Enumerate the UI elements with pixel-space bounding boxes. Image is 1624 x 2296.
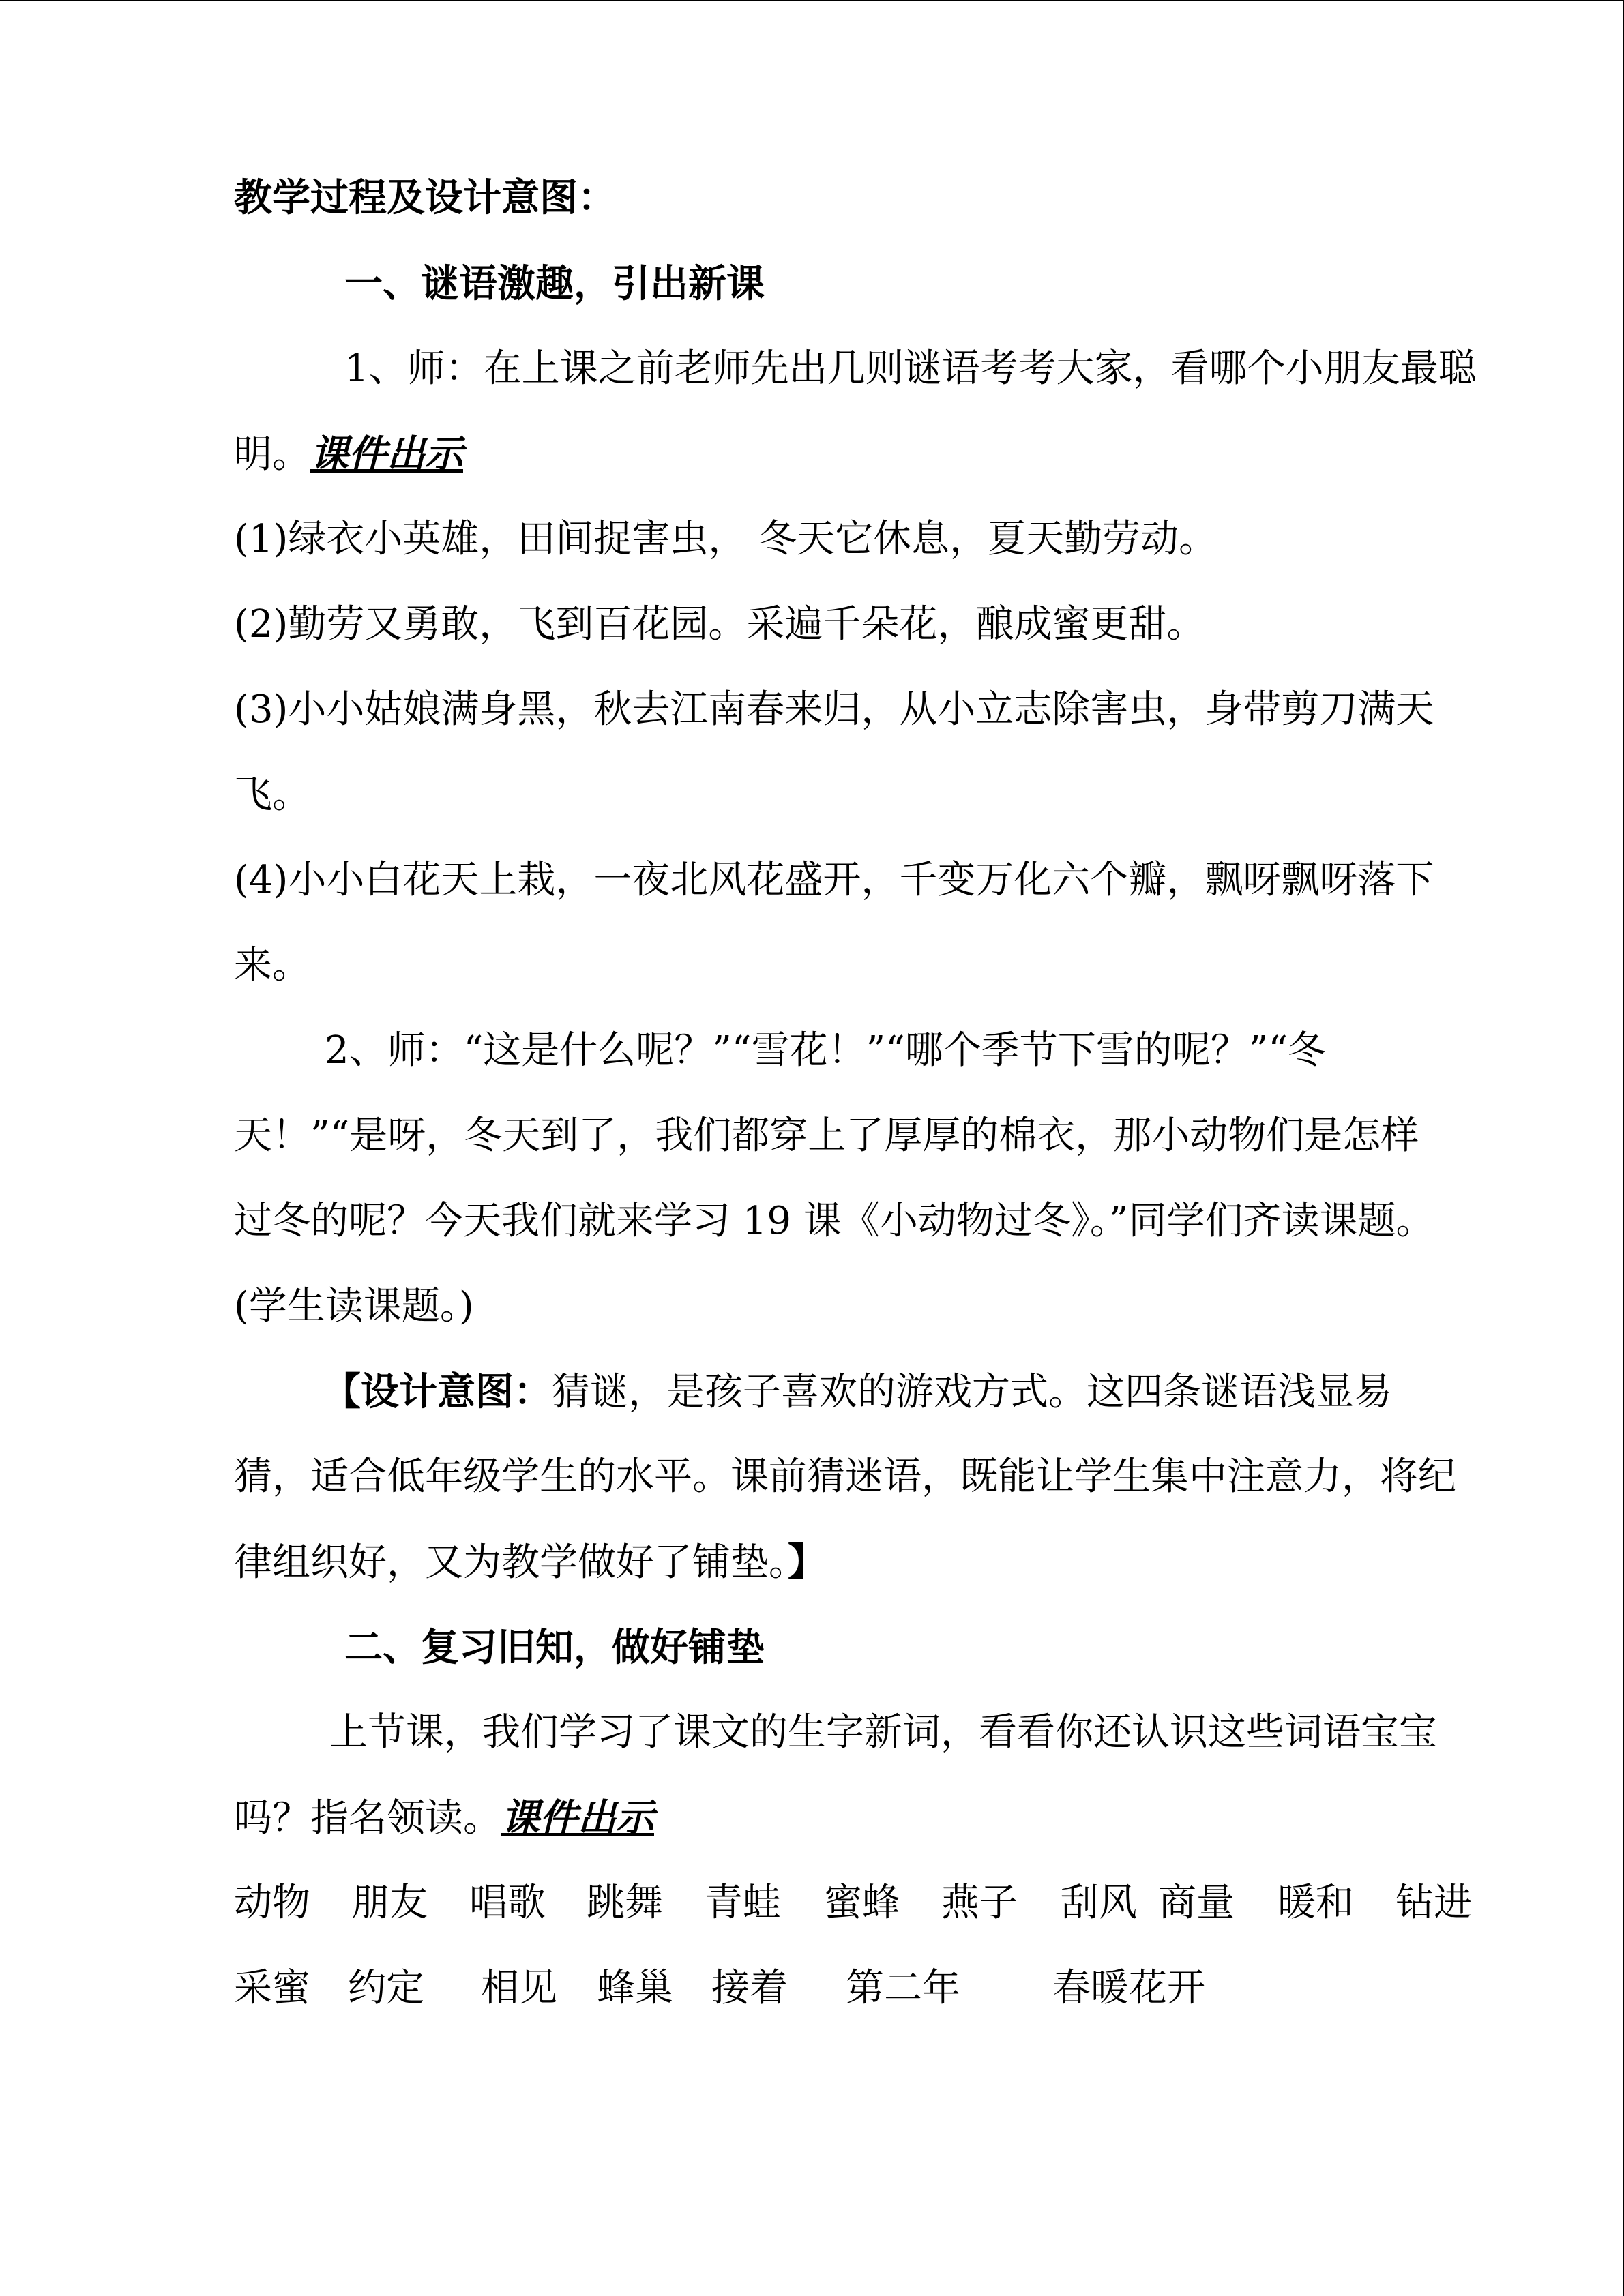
- vocab-word: 动物: [234, 1881, 310, 1925]
- paragraph-1-line-2: [234, 430, 463, 479]
- riddle-4-continued: 来。: [234, 943, 310, 987]
- riddle-3-continued: 飞。: [234, 773, 310, 817]
- paragraph-3-line-1: 上节课，我们学习了课文的生字新词，看看你还认识这些词语宝宝: [329, 1710, 1437, 1755]
- document-heading: 教学过程及设计意图：: [234, 175, 616, 220]
- vocab-word: 春暖花开: [1052, 1966, 1205, 2010]
- design-intent-label: 【设计意图：: [323, 1369, 552, 1414]
- paragraph-1-line-1: 1、师：在上课之前老师先出几则谜语考考大家，看哪个小朋友最聪: [344, 346, 1477, 391]
- paragraph-2-line-3: 过冬的呢？今天我们就来学习 19 课《小动物过冬》。”同学们齐读课题。: [234, 1199, 1434, 1243]
- riddle-2: (2)勤劳又勇敢，飞到百花园。采遍千朵花，酿成蜜更甜。: [234, 602, 1205, 646]
- riddle-1: (1)绿衣小英雄，田间捉害虫， 冬天它休息，夏天勤劳动。: [234, 517, 1217, 561]
- vocab-word: 约定: [348, 1966, 424, 2010]
- vocab-word: 相见: [481, 1966, 557, 2010]
- vocab-word: 采蜜: [234, 1966, 310, 2010]
- vocab-word: 钻进: [1396, 1881, 1472, 1925]
- vocab-word: 蜂巢: [597, 1966, 673, 2010]
- vocab-word: 唱歌: [469, 1881, 546, 1925]
- design-intent-text: 猜谜，是孩子喜欢的游戏方式。这四条谜语浅显易: [552, 1370, 1392, 1414]
- vocab-word: 商量: [1158, 1881, 1235, 1925]
- vocab-word: 朋友: [351, 1881, 428, 1925]
- design-intent-text-end: 律组织好，又为教学做好了铺垫。: [234, 1540, 788, 1585]
- vocab-word: 刮风: [1061, 1881, 1137, 1925]
- paragraph-2-line-4: (学生读课题。): [234, 1284, 474, 1328]
- design-intent-line-2: 猜，适合低年级学生的水平。课前猜迷语，既能让学生集中注意力，将纪: [234, 1455, 1456, 1499]
- paragraph-1-text: 明。: [234, 432, 310, 477]
- paragraph-3-line-2: [234, 1793, 654, 1843]
- vocab-word: 跳舞: [587, 1881, 663, 1925]
- section-1-title: 一、谜语激趣，引出新课: [344, 261, 765, 306]
- courseware-label-2: 课件出示: [501, 1795, 654, 1840]
- vocab-word: 第二年: [846, 1966, 960, 2010]
- vocabulary-row-2: [234, 1964, 1475, 2013]
- vocab-word: 青蛙: [705, 1881, 781, 1925]
- design-intent-line-1: [323, 1367, 1392, 1416]
- design-intent-line-3: [234, 1538, 826, 1587]
- vocab-word: 燕子: [941, 1881, 1018, 1925]
- riddle-4: (4)小小白花天上栽，一夜北风花盛开，千变万化六个瓣，飘呀飘呀落下: [234, 858, 1434, 902]
- paragraph-2-line-2: 天！”“是呀，冬天到了，我们都穿上了厚厚的棉衣，那小动物们是怎样: [234, 1114, 1419, 1158]
- design-intent-close-bracket: 】: [788, 1540, 826, 1585]
- section-2-title: 二、复习旧知，做好铺垫: [344, 1625, 765, 1670]
- paragraph-2-line-1: 2、师：“这是什么呢？”“雪花！”“哪个季节下雪的呢？”“冬: [325, 1028, 1327, 1073]
- riddle-3: (3)小小姑娘满身黑，秋去江南春来归，从小立志除害虫，身带剪刀满天: [234, 687, 1434, 732]
- vocabulary-row-1: [234, 1879, 1475, 1928]
- courseware-label: 课件出示: [310, 432, 463, 477]
- vocab-word: 蜜蜂: [824, 1881, 900, 1925]
- vocab-word: 接着: [711, 1966, 788, 2010]
- paragraph-3-text: 吗？指名领读。: [234, 1796, 501, 1840]
- vocab-word: 暖和: [1278, 1881, 1354, 1925]
